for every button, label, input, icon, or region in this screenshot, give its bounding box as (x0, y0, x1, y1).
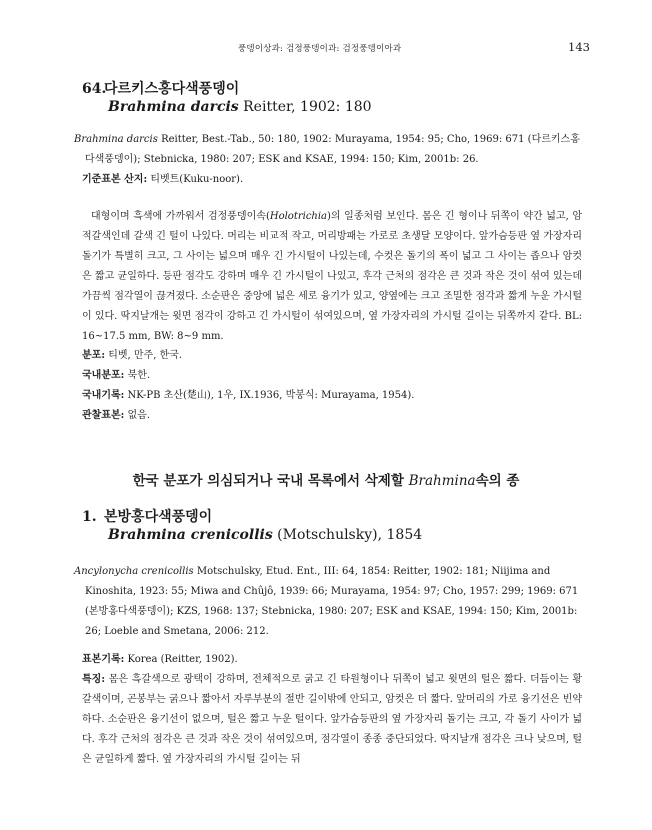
species-latin-name: Brahmina darcis (108, 99, 239, 115)
distribution-block (82, 346, 582, 426)
type-locality: 티벳트(Kuku-noor). (150, 174, 244, 185)
section-heading-genus: Brahmina (408, 473, 476, 489)
species-korean-title (82, 508, 602, 526)
running-header (0, 42, 652, 58)
species-author-year: (Motschulsky), 1854 (277, 527, 423, 543)
record-line: 표본기록: Korea (Reitter, 1902). (82, 654, 238, 665)
species-korean-name: 본방홍다색풍뎅이 (104, 509, 213, 525)
citations: Brahmina darcis Reitter, Best.-Tab., 50: 180, 1902: Murayama, 1954: 95; Cho, 1969: 671 (다르키스홍다색풍뎅이); Stebnicka, 1980: 207; ESK and KSAE, 1994: 150; Kim, 2001b: 26. (74, 134, 580, 165)
description-genus: Holotrichia (269, 211, 328, 222)
distribution-line: 분포: 티벳, 만주, 한국. (82, 350, 183, 361)
species-heading-64 (82, 80, 602, 117)
species-korean-title (82, 80, 602, 98)
species-latin-title (82, 526, 602, 545)
section-heading: 한국 분포가 의심되거나 국내 목록에서 삭제할 Brahmina속의 종 (132, 473, 520, 489)
citations-taxon: Brahmina darcis (74, 134, 158, 145)
features-paragraph: 특징: 몸은 흑갈색으로 광택이 강하며, 전체적으로 굵고 긴 타원형이나 뒤쪽이 넓고 윗면의 털은 짧다. 더듬이는 황갈색이며, 곤봉부는 굵으나 짧아서 자루부분의 절반 길이밖에 안되고, 암컷은 더 짧다. 앞머리의 가로 융기선은 빈약하다. 소순판은 융기선이 없으며, 털은 짧고 누운 털이다. 앞가슴등판의 옆 가장자리 돌기는 크고, 각 돌기 사이가 넓다. 후각 근처의 점각은 큰 것과 작은 것이 섞여있으며, 점각열이 종종 중단되었다. 딱지날개 점각은 크나 낮으며, 털은 균일하게 짧다. 옆 가장자리의 가시털 길이는 뒤 (82, 674, 582, 765)
type-locality-label: 기준표본 산지: (82, 174, 148, 185)
running-title: 풍뎅이상과: 검정풍뎅이과: 검정풍뎅이아과 (238, 44, 402, 54)
species-number: 64. (82, 81, 107, 97)
species-latin-name: Brahmina crenicollis (108, 527, 273, 543)
korea-record-line: 국내기록: NK-PB 초산(楚山), 1우, IX.1936, 박봉식: Murayama, 1954). (82, 390, 415, 401)
species2-body (82, 650, 582, 770)
description-paragraph: 대형이며 흑색에 가까워서 검정풍뎅이속(Holotrichia)의 일종처럼 보인다. 몸은 긴 형이나 뒤쪽이 약간 넓고, 암적갈색인데 갈색 긴 털이 나있다. 머리는 비교적 작고, 머리방패는 가로로 초생달 모양이다. 앞가슴등판 옆 가장자리 돌기가 특별히 크고, 그 사이는 넓으며 매우 긴 가시털이 나있는데, 수컷은 돌기의 폭이 넓고 그 사이는 좁으나 암컷은 짧고 균일하다. 등판 점각도 강하며 매우 긴 가시털이 나있고, 후각 근처의 점각은 큰 것과 작은 것이 섞여 있는데 가끔씩 점각열이 끊겨졌다. 소순판은 중앙에 넓은 세로 융기가 있고, 양옆에는 크고 조밀한 점각과 짧게 누운 가시털이 있다. 딱지날개는 윗면 점각이 강하고 긴 가시털이 섞여있으며, 옆 가장자리의 가시털 길이는 뒤쪽까지 같다. BL: 16~17.5 mm, BW: 8~9 mm. (82, 211, 582, 342)
species-author-year: Reitter, 1902: 180 (243, 99, 372, 115)
citations: Ancylonycha crenicollis Motschulsky, Etud. Ent., III: 64, 1854: Reitter, 1902: 181; Niijima and Kinoshita, 1923: 55; Miwa and Chûjô, 1939: 66; Murayama, 1954: 97; Cho, 1957: 299; 1969: 671 (본방홍다색풍뎅이); KZS, 1968: 137; Stebnicka, 1980: 207; ESK and KSAE, 1994: 150; Kim, 2001b: 26; Loeble and Smetana, 2006: 212. (74, 566, 579, 637)
citations-block (74, 562, 584, 642)
citations-taxon: Ancylonycha crenicollis (74, 566, 194, 577)
type-locality-line (82, 170, 582, 190)
examined-line: 관찰표본: 없음. (82, 410, 151, 421)
species-latin-title (82, 98, 602, 117)
korea-distribution-line: 국내분포: 북한. (82, 370, 151, 381)
species-korean-name: 다르키스홍다색풍뎅이 (104, 81, 240, 97)
citations-block (74, 130, 584, 170)
species-number: 1. (82, 509, 97, 525)
page-number: 143 (568, 40, 590, 54)
species-heading-1 (82, 508, 602, 545)
